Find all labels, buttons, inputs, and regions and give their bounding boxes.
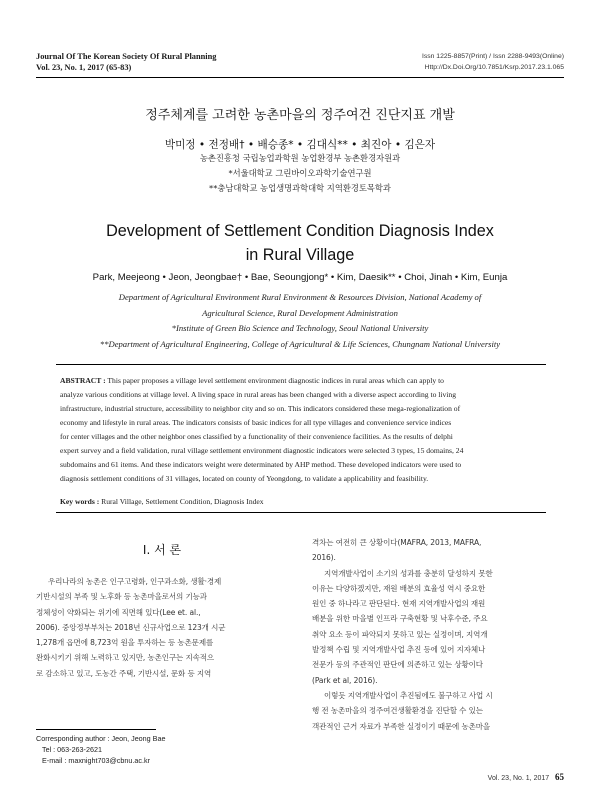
body-line: 로 감소하고 있고, 도농간 주택, 기반시설, 문화 등 지역: [36, 668, 212, 678]
english-title-line1: Development of Settlement Condition Diagnosis Index: [106, 222, 494, 240]
footnote-rule: [36, 729, 156, 730]
english-title: [0, 219, 600, 267]
abstract-line: subdomains and 61 items. And these indicators weight were determinated by AHP method. These developed indicators were used to: [60, 460, 462, 469]
abstract: [60, 374, 546, 486]
body-line: 완화시키기 위해 노력하고 있지만, 농촌인구는 지속적으: [36, 653, 215, 663]
korean-affiliation-3: **충남대학교 농업생명과학대학 지역환경토목학과: [209, 183, 391, 193]
journal-volume: Vol. 23, No. 1, 2017 (65-83): [36, 63, 132, 72]
section-title: Ⅰ. 서 론: [142, 543, 182, 557]
page-footer: [380, 772, 564, 782]
korean-affiliation-2: *서울대학교 그린바이오과학기술연구원: [228, 168, 372, 178]
journal-name: Journal Of The Korean Society Of Rural Planning: [36, 52, 217, 61]
korean-affiliation-1: 농촌진흥청 국립농업과학원 농업환경부 농촌환경자원과: [199, 153, 401, 163]
body-line: 배분을 위한 마을별 인프라 구축현황 및 낙후수준, 주요: [312, 614, 488, 624]
header-rule: [36, 77, 564, 78]
english-title-line2: in Rural Village: [245, 246, 355, 264]
abstract-line: diagnosis settlement conditions of 31 villages, located on county of Yeongdong, to validate a applicability and feasibility.: [60, 474, 429, 483]
body-line: 전문가 등의 주관적인 판단에 의존하고 있는 상황이다: [312, 660, 483, 670]
body-line: 1,278개 읍면에 8,723억 원을 투자하는 등 농촌문제를: [36, 638, 214, 648]
body-line: 정체성이 약화되는 위기에 직면해 있다(Lee et. al.,: [36, 607, 201, 617]
abstract-label: ABSTRACT :: [60, 376, 106, 385]
abstract-top-rule: [56, 364, 546, 365]
footnote: [36, 733, 288, 766]
korean-title: 정주체계를 고려한 농촌마을의 정주여건 진단지표 개발: [145, 108, 455, 123]
english-authors: Park, Meejeong • Jeon, Jeongbae† • Bae, Seoungjong* • Kim, Daesik** • Choi, Jinah • Kim, Eunja: [92, 272, 508, 283]
korean-authors: 박미정 • 전정배† • 배승종* • 김대식** • 최진아 • 김은자: [164, 139, 436, 151]
english-affiliations: [0, 290, 600, 352]
body-line: 이렇듯 지역개발사업이 추진됨에도 불구하고 사업 시: [324, 690, 493, 700]
body-line: 2016).: [312, 553, 336, 563]
abstract-line: This paper proposes a village level settlement environment diagnostic indices in rural areas which can apply to: [107, 376, 444, 385]
english-affiliation-3: *Institute of Green Bio Science and Technology, Seoul National University: [171, 323, 429, 333]
keywords-text: Rural Village, Settlement Condition, Diagnosis Index: [101, 497, 264, 506]
footnote-email: E-mail : maxnight703@cbnu.ac.kr: [42, 756, 150, 765]
abstract-line: for center villages and the other neighbor ones classified by a functionality of their convenience facilities. As the results of delphi: [60, 432, 453, 441]
keywords: [60, 497, 546, 506]
body-line: 격차는 여전히 큰 상황이다(MAFRA, 2013, MAFRA,: [312, 538, 482, 547]
doi: Http://Dx.Doi.Org/10.7851/Ksrp.2017.23.1.065: [424, 64, 564, 71]
english-affiliation-4: **Department of Agricultural Engineering, College of Agricultural & Life Sciences, Chungnam National University: [99, 338, 501, 349]
section-right-column: [312, 535, 564, 734]
footnote-tel: Tel : 063-263-2621: [42, 745, 102, 754]
body-line: 취약 요소 등이 파악되지 못하고 있는 실정이며, 지역개: [312, 629, 488, 639]
english-affiliation-2: Agricultural Science, Rural Development Administration: [202, 307, 398, 318]
body-line: 발정책 수립 및 지역개발사업 추진 등에 있어 지자체나: [312, 645, 486, 655]
body-line: 우리나라의 농촌은 인구고령화, 인구과소화, 생활·경제: [48, 577, 222, 586]
korean-affiliations: [0, 151, 600, 196]
body-line: 원인 중 하나라고 판단된다. 현재 지역개발사업의 재원: [312, 599, 486, 609]
section-left-column: [36, 574, 288, 681]
body-line: 2006). 중앙정부부처는 2018년 신규사업으로 123개 시군: [36, 622, 226, 632]
issn: Issn 1225-8857(Print) / Issn 2288-9493(Online): [421, 53, 564, 60]
abstract-line: economy and lifestyle in rural areas. The indicators consists of basic indices for all type villages and convenience service indices: [60, 418, 452, 427]
abstract-line: analyze various conditions at village level. A living space in rural areas has been changed with a diverse aspect according to living: [60, 390, 457, 399]
abstract-line: infrastructure, industrial structure, accessibility to neighbor city and so on. This indicators considered these mega-regionalization of: [60, 404, 461, 413]
body-line: 객관적인 근거 자료가 부족한 실정이기 때문에 농촌마을: [312, 721, 491, 731]
abstract-line: expert survey and a field validation, rural village settlement environment diagnostic indicators were selected 3 types, 15 domains, 24: [60, 446, 464, 455]
body-line: 기반시설의 부족 및 노후화 등 농촌마을로서의 기능과: [36, 592, 207, 602]
footer-issue: Vol. 23, No. 1, 2017: [487, 775, 550, 782]
body-line: (Park et al, 2016).: [312, 675, 378, 685]
body-line: 지역개발사업이 소기의 성과를 충분히 달성하지 못한: [324, 568, 493, 578]
abstract-bottom-rule: [56, 512, 546, 513]
page-number: 65: [555, 772, 564, 782]
corresponding-author: Corresponding author : Jeon, Jeong Bae: [36, 734, 166, 743]
body-line: 이유는 다양하겠지만, 재원 배분의 효율성 역시 중요한: [312, 583, 486, 593]
english-affiliation-1: Department of Agricultural Environment Rural Environment & Resources Division, National Academy of: [118, 292, 482, 302]
body-line: 행 전 농촌마을의 정주여건생활환경을 진단할 수 있는: [312, 706, 483, 716]
keywords-label: Key words :: [60, 497, 100, 506]
